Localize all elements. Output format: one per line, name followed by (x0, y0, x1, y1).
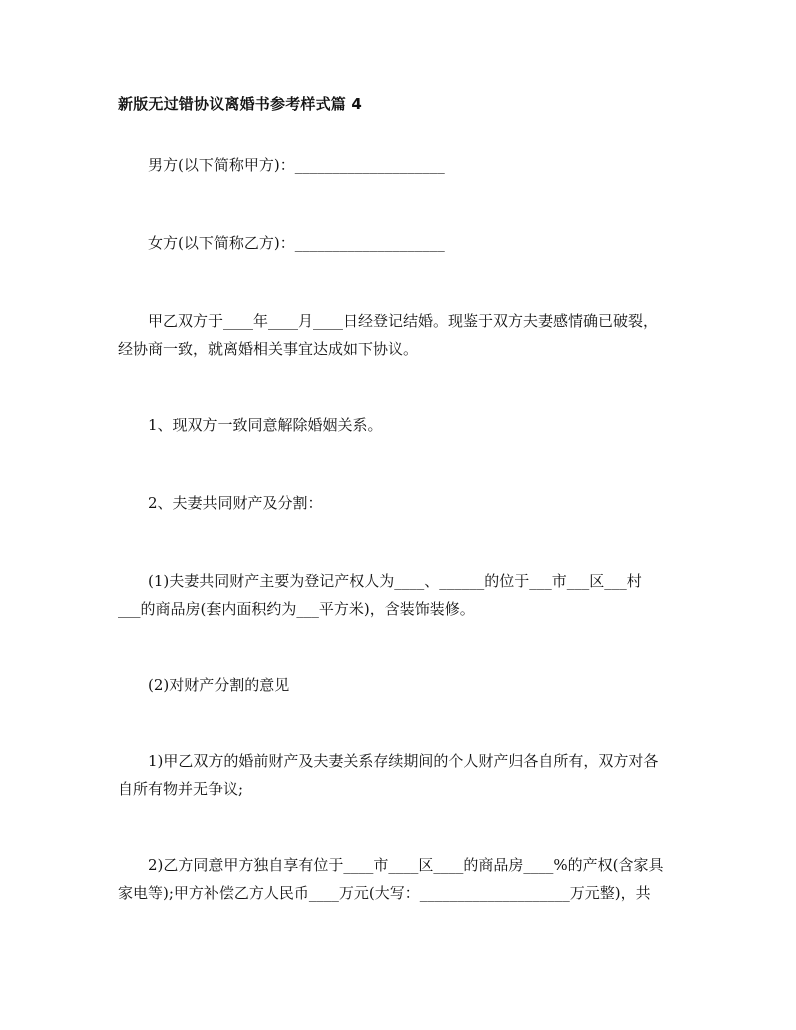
paragraph-line: 2、夫妻共同财产及分割： (148, 494, 323, 512)
paragraph-female-party (118, 229, 684, 257)
paragraph-line: 甲乙双方于____年____月____日经登记结婚。现鉴于双方夫妻感情确已破裂， (148, 312, 659, 330)
paragraph-clause-2-1 (118, 567, 684, 623)
paragraph-clause-2 (118, 489, 684, 517)
paragraph-line: 2)乙方同意甲方独自享有位于____市____区____的商品房____%的产权(含家具 (148, 856, 664, 874)
document-title: 新版无过错协议离婚书参考样式篇 4 (118, 95, 363, 113)
paragraph-clause-2-2-1 (118, 747, 684, 803)
paragraph-clause-1 (118, 411, 684, 439)
paragraph-male-party (118, 151, 684, 179)
paragraph-line: 经协商一致，就离婚相关事宜达成如下协议。 (118, 340, 419, 358)
paragraph-line: 1)甲乙双方的婚前财产及夫妻关系存续期间的个人财产归各自所有，双方对各 (148, 752, 659, 770)
paragraph-line: ___的商品房(套内面积约为___平方米)，含装饰装修。 (118, 600, 475, 618)
paragraph-line: 家电等);甲方补偿乙方人民币____万元(大写：____________________万元整)，共 (118, 884, 651, 902)
paragraph-clause-2-2-2 (118, 851, 684, 907)
paragraph-marriage-intro (118, 307, 684, 363)
paragraph-line: 男方(以下简称甲方)：____________________ (148, 156, 445, 174)
paragraph-line: (2)对财产分割的意见 (148, 676, 290, 694)
paragraph-line: (1)夫妻共同财产主要为登记产权人为____、______的位于___市___区___村 (148, 572, 642, 590)
paragraph-line: 女方(以下简称乙方)：____________________ (148, 234, 445, 252)
paragraph-line: 自所有物并无争议; (118, 780, 244, 798)
paragraph-clause-2-2 (118, 671, 684, 699)
paragraph-line: 1、现双方一致同意解除婚姻关系。 (148, 416, 383, 434)
